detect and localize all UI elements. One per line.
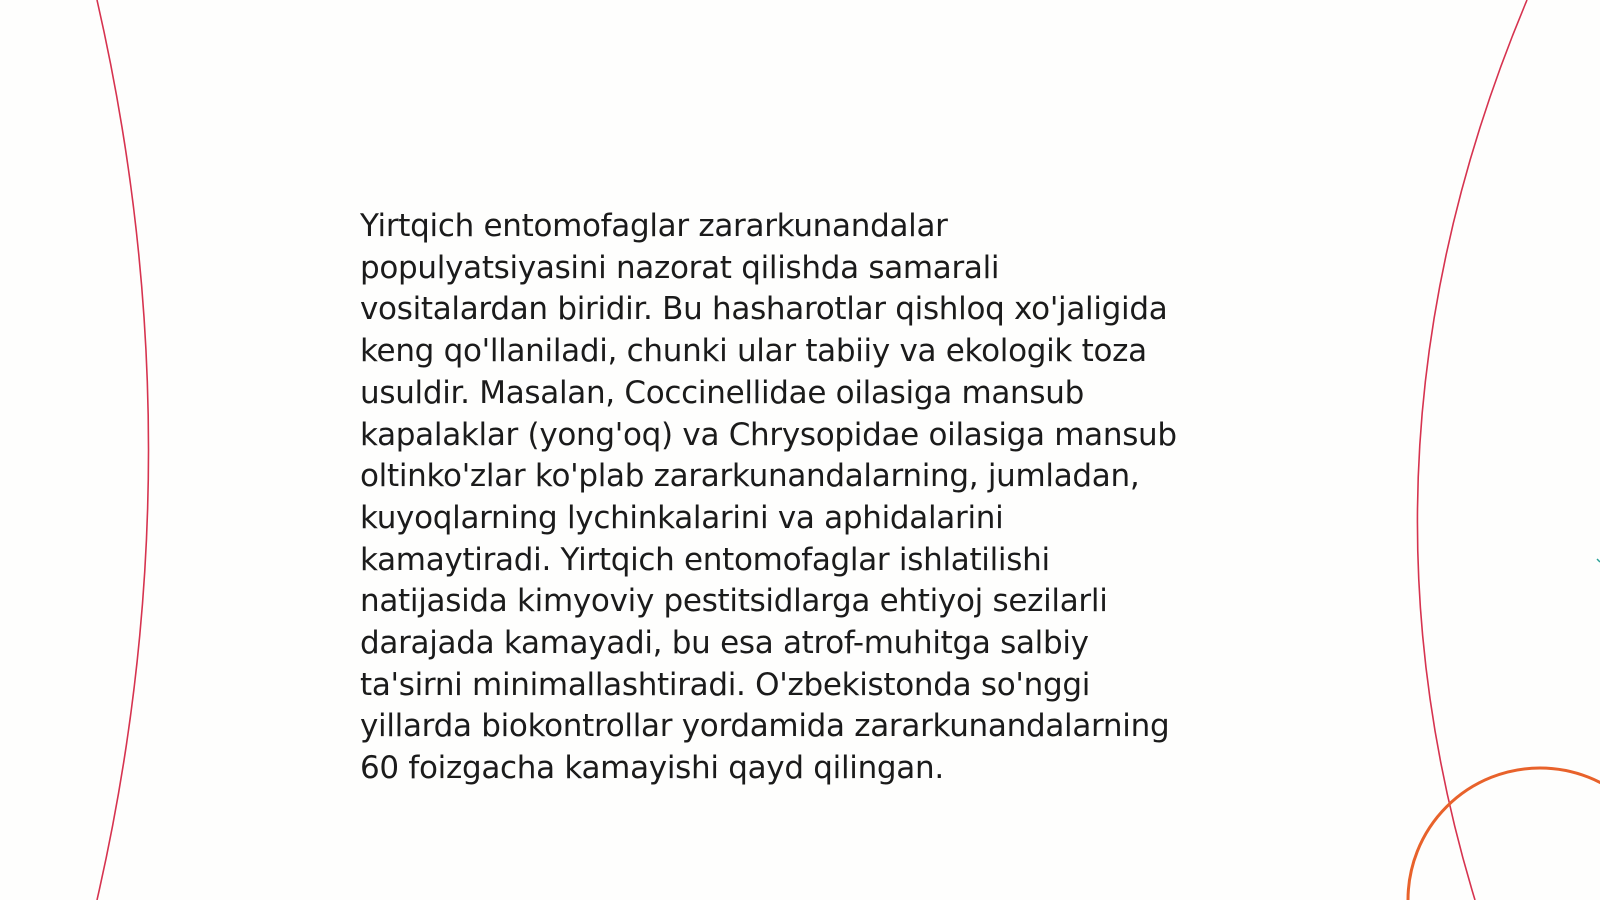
body-line: vositalardan biridir. Bu hasharotlar qishloq xo'jaligida bbox=[360, 291, 1168, 328]
body-line: keng qo'llaniladi, chunki ular tabiiy va ekologik toza bbox=[360, 333, 1147, 370]
body-line: Yirtqich entomofaglar zararkunandalar bbox=[360, 208, 948, 244]
orange-circle-outline bbox=[1408, 768, 1600, 900]
body-line: usuldir. Masalan, Coccinellidae oilasiga mansub bbox=[360, 374, 1084, 411]
body-line: kuyoqlarning lychinkalarini va aphidalarini bbox=[360, 499, 1004, 536]
body-line: kapalaklar (yong'oq) va Chrysopidae oilasiga mansub bbox=[360, 416, 1177, 453]
body-line: 60 foizgacha kamayishi qayd qilingan. bbox=[360, 750, 944, 787]
body-line: kamaytiradi. Yirtqich entomofaglar ishlatilishi bbox=[360, 541, 1050, 578]
body-paragraph bbox=[360, 206, 1260, 790]
left-curve-line bbox=[97, 0, 149, 900]
body-line: natijasida kimyoviy pestitsidlarga ehtiyoj sezilarli bbox=[360, 583, 1108, 620]
body-line: darajada kamayadi, bu esa atrof-muhitga salbiy bbox=[360, 625, 1089, 662]
body-line: populyatsiyasini nazorat qilishda samarali bbox=[360, 249, 1000, 286]
body-line: yillarda biokontrollar yordamida zararkunandalarning bbox=[360, 708, 1170, 745]
body-line: ta'sirni minimallashtiradi. O'zbekistonda so'nggi bbox=[360, 666, 1091, 703]
body-line: oltinko'zlar ko'plab zararkunandalarning, jumladan, bbox=[360, 458, 1140, 495]
right-curve-line bbox=[1417, 0, 1527, 900]
